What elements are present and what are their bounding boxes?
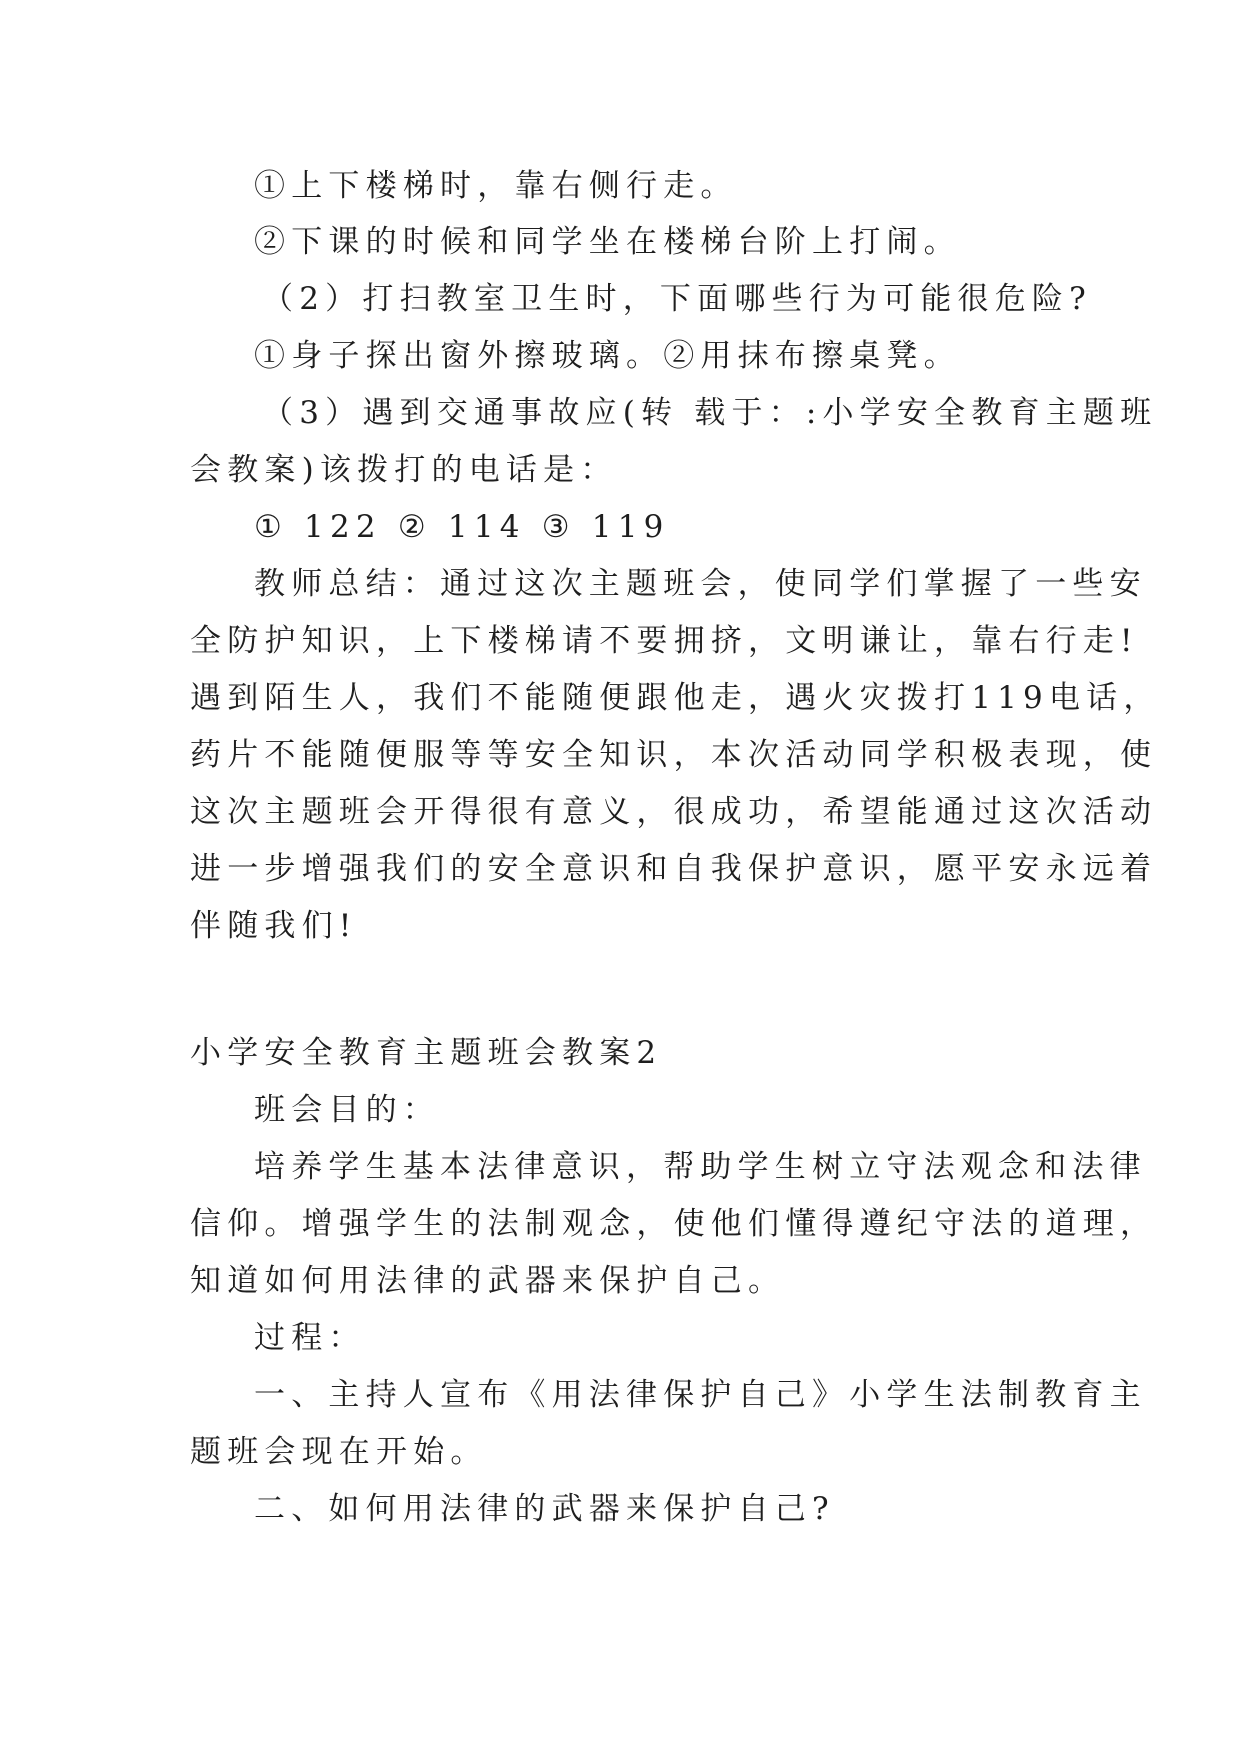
text-line-22: 题班会现在开始。 xyxy=(190,1434,488,1470)
text-line-3: （2）打扫教室卫生时，下面哪些行为可能很危险? xyxy=(262,281,1092,317)
text-line-13: 进一步增强我们的安全意识和自我保护意识，愿平安永远着 xyxy=(190,851,1158,887)
text-line-6: 会教案)该拨打的电话是： xyxy=(190,452,618,488)
text-line-14: 伴随我们! xyxy=(190,908,358,944)
text-line-18: 信仰。增强学生的法制观念，使他们懂得遵纪守法的道理， xyxy=(190,1206,1158,1242)
text-line-1: ①上下楼梯时，靠右侧行走。 xyxy=(254,168,738,204)
text-line-7: ① 122 ② 114 ③ 119 xyxy=(254,509,670,545)
text-line-9: 全防护知识，上下楼梯请不要拥挤，文明谦让，靠右行走! xyxy=(190,623,1139,659)
text-line-5: （3）遇到交通事故应(转 载于：:小学安全教育主题班 xyxy=(262,395,1158,431)
text-line-21: 一、主持人宣布《用法律保护自己》小学生法制教育主 xyxy=(254,1377,1147,1413)
text-line-10: 遇到陌生人，我们不能随便跟他走，遇火灾拨打119电话， xyxy=(190,680,1161,716)
text-line-8: 教师总结：通过这次主题班会，使同学们掌握了一些安 xyxy=(254,566,1147,602)
text-line-11: 药片不能随便服等等安全知识，本次活动同学积极表现，使 xyxy=(190,737,1158,773)
text-line-2: ②下课的时候和同学坐在楼梯台阶上打闹。 xyxy=(254,224,961,260)
section-title: 小学安全教育主题班会教案2 xyxy=(190,1035,663,1071)
text-line-12: 这次主题班会开得很有意义，很成功，希望能通过这次活动 xyxy=(190,794,1158,830)
text-line-16: 班会目的： xyxy=(254,1092,440,1128)
text-line-23: 二、如何用法律的武器来保护自己? xyxy=(254,1491,835,1527)
text-line-20: 过程： xyxy=(254,1320,366,1356)
text-line-4: ①身子探出窗外擦玻璃。②用抹布擦桌凳。 xyxy=(254,338,961,374)
text-line-19: 知道如何用法律的武器来保护自己。 xyxy=(190,1263,786,1299)
text-line-17: 培养学生基本法律意识，帮助学生树立守法观念和法律 xyxy=(254,1149,1147,1185)
